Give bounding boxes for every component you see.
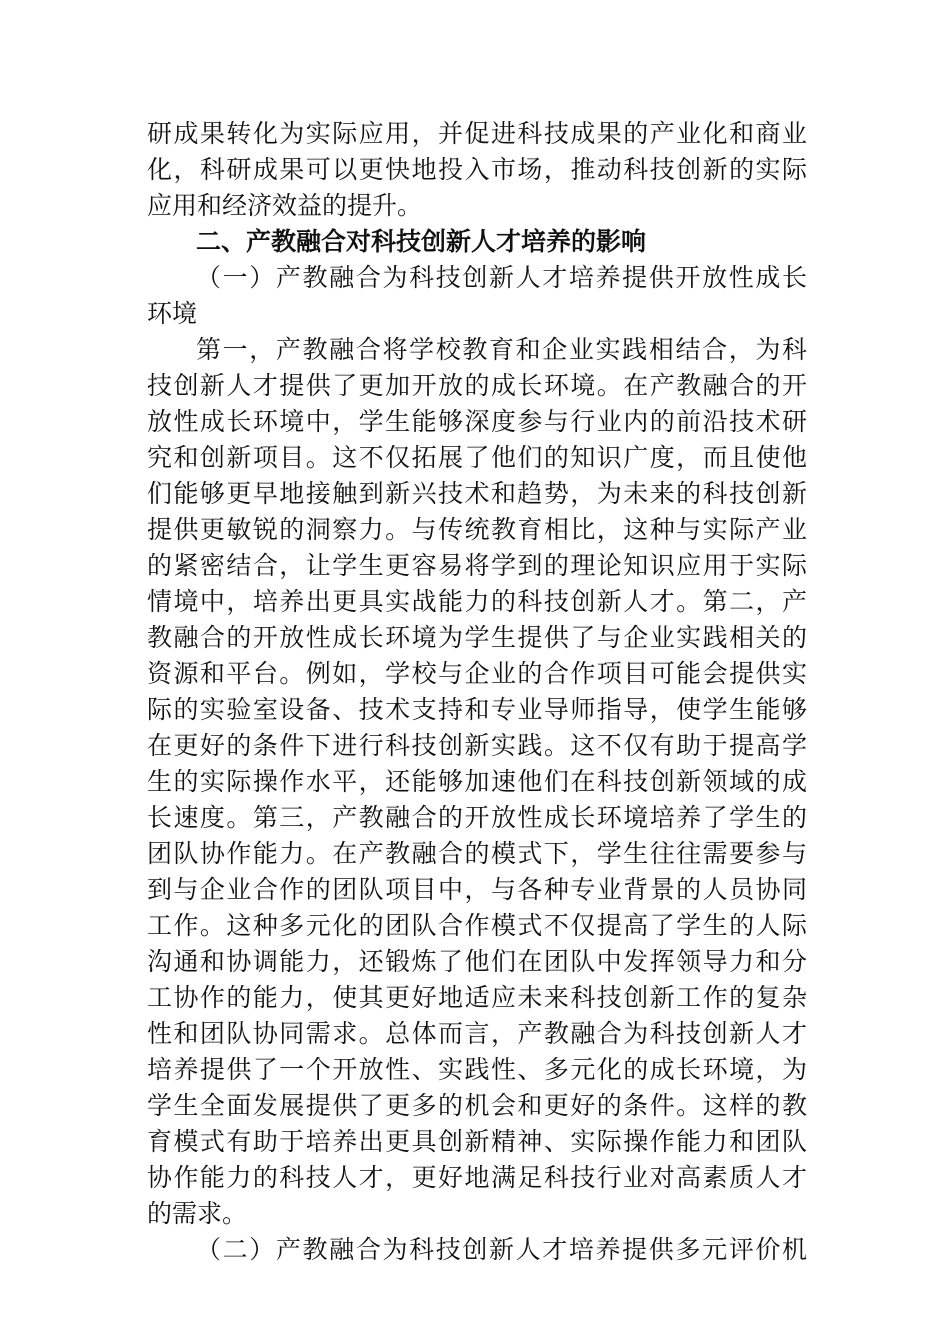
text-line: 技创新人才提供了更加开放的成长环境。在产教融合的开 (147, 371, 807, 400)
text-line: 资源和平台。例如，学校与企业的合作项目可能会提供实 (147, 659, 807, 688)
text-line: 在更好的条件下进行科技创新实践。这不仅有助于提高学 (147, 731, 807, 760)
section-heading: 二、产教融合对科技创新人才培养的影响 (196, 227, 647, 256)
subsection-heading-cont: 环境 (147, 299, 198, 328)
text-line: 到与企业合作的团队项目中，与各种专业背景的人员协同 (147, 875, 807, 904)
paragraph-first-line: 第一，产教融合将学校教育和企业实践相结合，为科 (196, 335, 807, 364)
text-line: 工作。这种多元化的团队合作模式不仅提高了学生的人际 (147, 911, 807, 940)
text-line: 研成果转化为实际应用，并促进科技成果的产业化和商业 (147, 119, 807, 148)
text-line: 工协作的能力，使其更好地适应未来科技创新工作的复杂 (147, 983, 807, 1012)
text-line: 提供更敏锐的洞察力。与传统教育相比，这种与实际产业 (147, 515, 807, 544)
text-line: 协作能力的科技人才，更好地满足科技行业对高素质人才 (147, 1163, 807, 1192)
text-line: 的紧密结合，让学生更容易将学到的理论知识应用于实际 (147, 551, 807, 580)
text-line: 的需求。 (147, 1199, 248, 1228)
text-line: 学生全面发展提供了更多的机会和更好的条件。这样的教 (147, 1091, 807, 1120)
text-line: 教融合的开放性成长环境为学生提供了与企业实践相关的 (147, 623, 807, 652)
text-line: 情境中，培养出更具实战能力的科技创新人才。第二，产 (147, 587, 807, 616)
text-line: 应用和经济效益的提升。 (147, 191, 423, 220)
text-line: 性和团队协同需求。总体而言，产教融合为科技创新人才 (147, 1019, 807, 1048)
text-line: 放性成长环境中，学生能够深度参与行业内的前沿技术研 (147, 407, 807, 436)
subsection-heading: （二）产教融合为科技创新人才培养提供多元评价机 (196, 1235, 807, 1264)
text-line: 培养提供了一个开放性、实践性、多元化的成长环境，为 (147, 1055, 807, 1084)
text-line: 际的实验室设备、技术支持和专业导师指导，使学生能够 (147, 695, 807, 724)
text-line: 们能够更早地接触到新兴技术和趋势，为未来的科技创新 (147, 479, 807, 508)
text-line: 生的实际操作水平，还能够加速他们在科技创新领域的成 (147, 767, 807, 796)
subsection-heading: （一）产教融合为科技创新人才培养提供开放性成长 (196, 263, 807, 292)
text-line: 化，科研成果可以更快地投入市场，推动科技创新的实际 (147, 155, 807, 184)
text-line: 育模式有助于培养出更具创新精神、实际操作能力和团队 (147, 1127, 807, 1156)
text-line: 究和创新项目。这不仅拓展了他们的知识广度，而且使他 (147, 443, 807, 472)
text-line: 团队协作能力。在产教融合的模式下，学生往往需要参与 (147, 839, 807, 868)
text-line: 长速度。第三，产教融合的开放性成长环境培养了学生的 (147, 803, 807, 832)
text-line: 沟通和协调能力，还锻炼了他们在团队中发挥领导力和分 (147, 947, 807, 976)
